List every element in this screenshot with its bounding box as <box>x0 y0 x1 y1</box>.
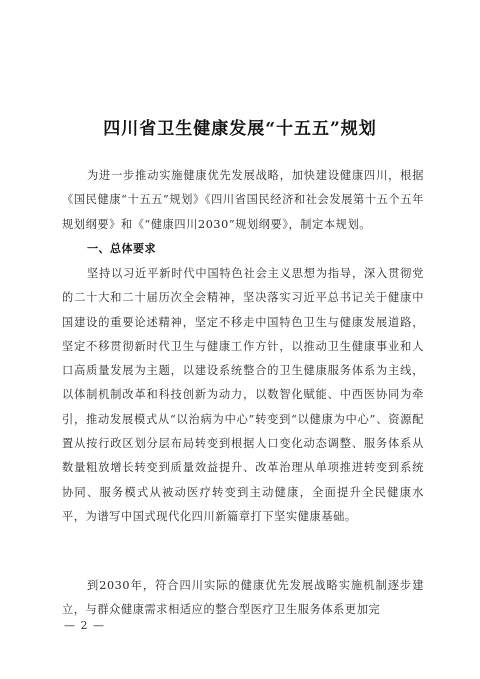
section-heading: 一、总体要求 <box>87 242 156 255</box>
page-number: — 2 — <box>64 619 105 632</box>
goals-paragraph: 到2030年，符合四川实际的健康优先发展战略实施机制逐步建立，与群众健康需求相适应的整合型医疗卫生服务体系更加完 <box>62 579 424 617</box>
document-title: 四川省卫生健康发展“十五五”规划 <box>103 119 377 139</box>
intro-paragraph: 为进一步推动实施健康优先发展战略，加快建设健康四川，根据《国民健康“十五五”规划》《四川省国民经济和社会发展第十五个五年规划纲要》和《“健康四川2030”规划纲要》，制定本规划。 <box>62 169 424 231</box>
guiding-principles-paragraph: 坚持以习近平新时代中国特色社会主义思想为指导，深入贯彻党的二十大和二十届历次全会精神，坚决落实习近平总书记关于健康中国建设的重要论述精神，坚定不移走中国特色卫生与健康发展道路，坚定不移贯彻新时代卫生与健康工作方针，以推动卫生健康事业和人口高质量发展为主题，以建设系统整合的卫生健康服务体系为主线，以体制机制改革和科技创新为动力，以数智化赋能、中西医协同为牵引，推动发展模式从“以治病为中心”转变到“以健康为中心”、资源配置从按行政区划分层布局转变到根据人口变化动态调整、服务体系从数量粗放增长转变到质量效益提升、改革治理从单项推进转变到系统协同、服务模式从被动医疗转变到主动健康，全面提升全民健康水平，为谱写中国式现代化四川新篇章打下坚实健康基础。 <box>62 267 424 523</box>
